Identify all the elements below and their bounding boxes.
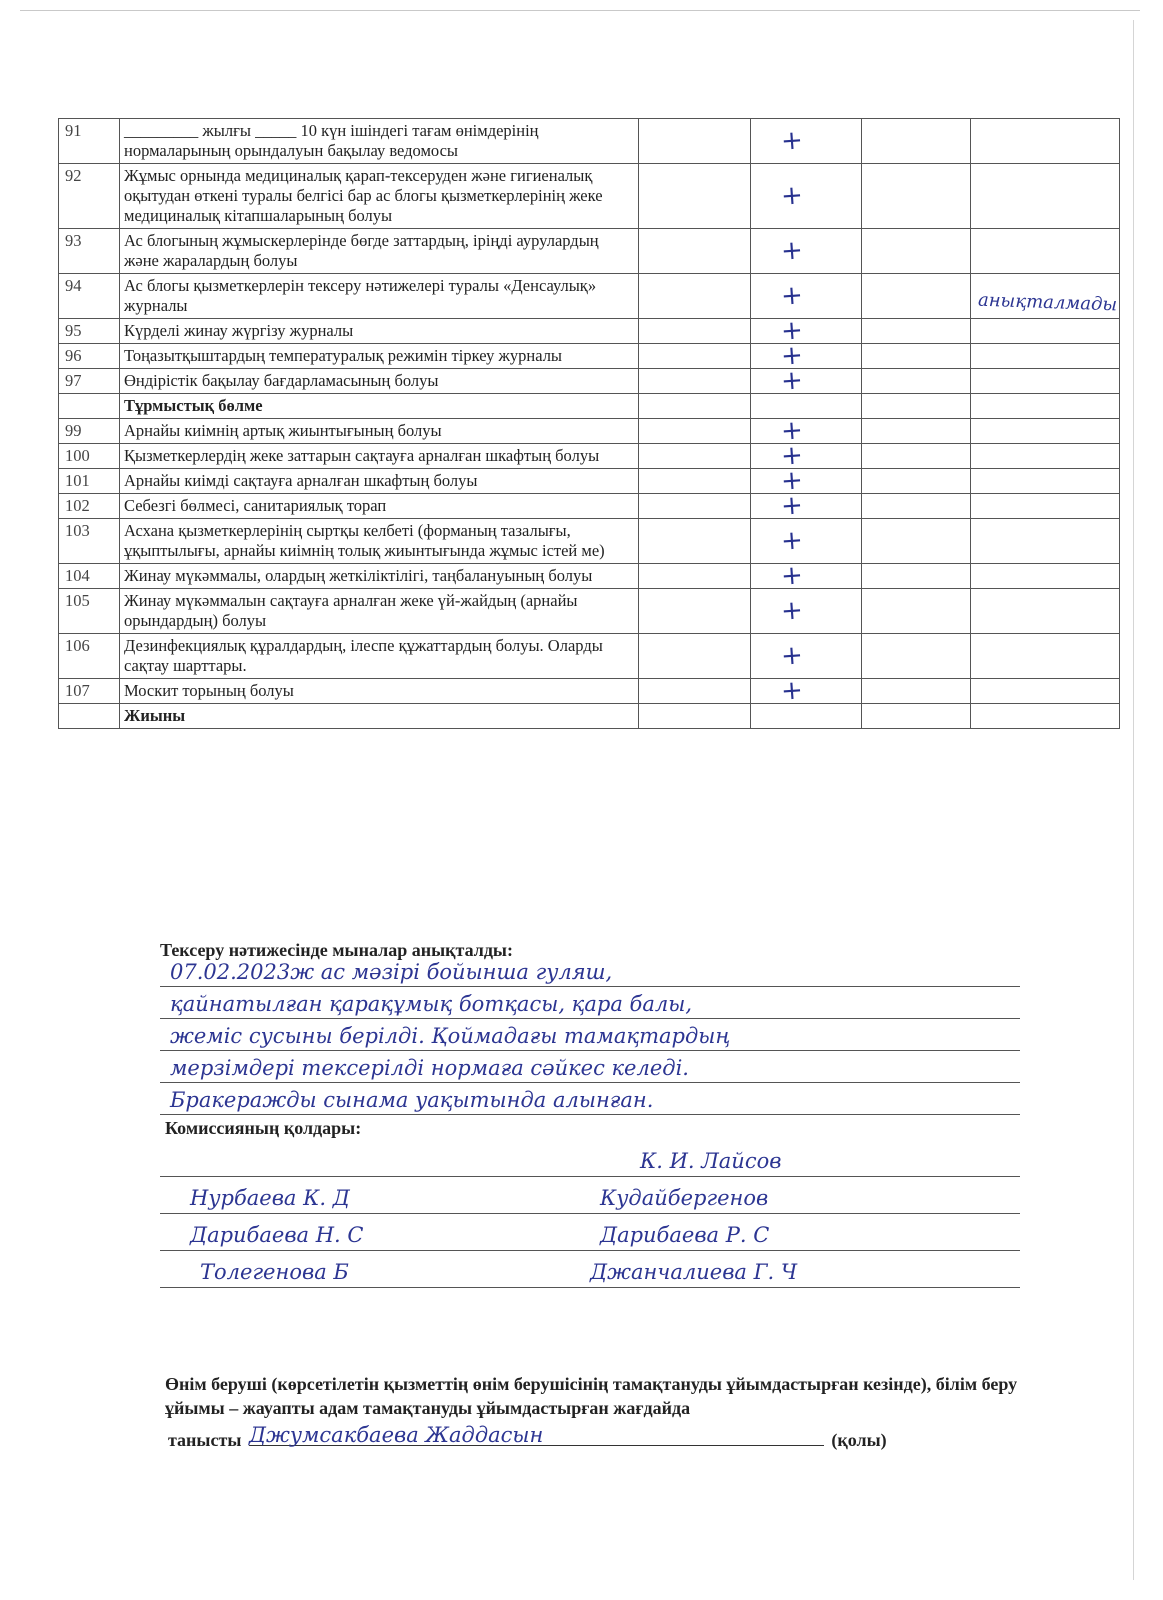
cell-mark xyxy=(751,490,862,522)
row-number: 99 xyxy=(59,419,120,444)
cell-empty xyxy=(862,634,971,679)
ack-label: танысты xyxy=(168,1430,242,1450)
plus-mark: + xyxy=(779,315,804,347)
cell-empty xyxy=(639,394,751,419)
cell-empty xyxy=(862,589,971,634)
plus-mark: + xyxy=(779,180,804,212)
cell-mark xyxy=(751,519,862,564)
cell-empty xyxy=(862,564,971,589)
checklist-row xyxy=(59,344,1120,369)
cell-mark xyxy=(751,340,862,372)
findings-line: Бракеражды сынама уақытында алынған. xyxy=(160,1083,1020,1115)
cell-empty xyxy=(862,469,971,494)
sign-label: (қолы) xyxy=(831,1430,887,1450)
cell-note xyxy=(971,589,1120,634)
checklist-row xyxy=(59,274,1120,319)
cell-empty xyxy=(862,344,971,369)
row-number: 101 xyxy=(59,469,120,494)
row-number: 91 xyxy=(59,119,120,164)
cell-empty xyxy=(639,274,751,319)
row-text: Қызметкерлердің жеке заттарын сақтауға арналған шкафтың болуы xyxy=(120,444,639,469)
row-number: 94 xyxy=(59,274,120,319)
signature-right: Дарибаева Р. С xyxy=(600,1223,770,1247)
checklist-table xyxy=(58,118,1120,729)
cell-note xyxy=(971,319,1120,344)
row-text: Москит торының болуы xyxy=(120,679,639,704)
row-number: 102 xyxy=(59,494,120,519)
cell-note xyxy=(971,444,1120,469)
row-number: 97 xyxy=(59,369,120,394)
cell-empty xyxy=(639,679,751,704)
row-text: Өндірістік бақылау бағдарламасының болуы xyxy=(120,369,639,394)
plus-mark: + xyxy=(779,440,804,472)
row-text: Себезгі бөлмесі, санитариялық торап xyxy=(120,494,639,519)
checklist-row xyxy=(59,369,1120,394)
section-row xyxy=(59,704,1120,729)
findings-line: мерзімдері тексерілді нормаға сәйкес келеді. xyxy=(160,1051,1020,1083)
cell-note xyxy=(971,704,1120,729)
row-number: 92 xyxy=(59,164,120,229)
cell-empty xyxy=(639,564,751,589)
plus-mark: + xyxy=(779,235,804,267)
signature-right: Кудайбергенов xyxy=(600,1186,769,1210)
cell-mark xyxy=(751,634,862,679)
cell-empty xyxy=(639,444,751,469)
signature-left: Нурбаева К. Д xyxy=(190,1186,350,1210)
cell-mark xyxy=(751,704,862,729)
cell-note xyxy=(971,119,1120,164)
cell-note xyxy=(971,634,1120,679)
signature-right: К. И. Лайсов xyxy=(640,1149,782,1173)
plus-mark: + xyxy=(779,525,804,557)
cell-empty xyxy=(862,704,971,729)
checklist-row xyxy=(59,444,1120,469)
plus-mark: + xyxy=(779,640,804,672)
cell-empty xyxy=(639,419,751,444)
cell-empty xyxy=(862,444,971,469)
findings-label: Тексеру нәтижесінде мыналар анықталды: xyxy=(160,940,513,960)
cell-empty xyxy=(639,369,751,394)
row-text: Жұмыс орнында медициналық қарап-тексеруден және гигиеналық оқытудан өткені туралы белгісі бар ас блогы қызметкерлерінің жеке медициналық кітапшаларының болуы xyxy=(120,164,639,229)
cell-note xyxy=(971,394,1120,419)
findings-line: 07.02.2023ж ас мәзірі бойынша гуляш, xyxy=(160,955,1020,987)
handwritten-note: анықталмады xyxy=(977,289,1118,316)
cell-mark xyxy=(751,440,862,472)
cell-mark xyxy=(751,119,862,164)
plus-mark: + xyxy=(779,465,804,497)
row-number: 103 xyxy=(59,519,120,564)
checklist-row xyxy=(59,319,1120,344)
signature-left: Дарибаева Н. С xyxy=(190,1223,364,1247)
cell-empty xyxy=(862,164,971,229)
cell-mark xyxy=(751,465,862,497)
cell-mark xyxy=(751,315,862,347)
row-text: Жинау мүкәммалын сақтауға арналған жеке үй-жайдың (арнайы орындардың) болуы xyxy=(120,589,639,634)
cell-empty xyxy=(862,229,971,274)
row-number: 100 xyxy=(59,444,120,469)
plus-mark: + xyxy=(779,675,804,707)
cell-mark xyxy=(751,164,862,229)
row-text: Асхана қызметкерлерінің сыртқы келбеті (форманың тазалығы, ұқыптылығы, арнайы киімнің толық жиынтығында жұмыс істей ме) xyxy=(120,519,639,564)
row-text: Арнайы киімнің артық жиынтығының болуы xyxy=(120,419,639,444)
cell-mark xyxy=(751,229,862,274)
cell-empty xyxy=(862,274,971,319)
plus-mark: + xyxy=(779,490,804,522)
signature-lines xyxy=(160,1140,1020,1288)
row-number: 95 xyxy=(59,319,120,344)
cell-note xyxy=(971,469,1120,494)
cell-empty xyxy=(639,704,751,729)
row-text: Жинау мүкәммалы, олардың жеткіліктілігі, таңбалануының болуы xyxy=(120,564,639,589)
cell-empty xyxy=(862,319,971,344)
cell-empty xyxy=(862,679,971,704)
findings-line: қайнатылған қарақұмық ботқасы, қара балы, xyxy=(160,987,1020,1019)
cell-empty xyxy=(639,319,751,344)
cell-empty xyxy=(862,119,971,164)
row-text: Жиыны xyxy=(120,704,639,729)
row-text: Арнайы киімді сақтауға арналған шкафтың болуы xyxy=(120,469,639,494)
plus-mark: + xyxy=(779,595,804,627)
cell-note xyxy=(971,369,1120,394)
plus-mark: + xyxy=(779,415,804,447)
cell-empty xyxy=(862,369,971,394)
row-text: Ас блогының жұмыскерлерінде бөгде заттардың, іріңді аурулардың және жаралардың болуы xyxy=(120,229,639,274)
scan-right-edge xyxy=(1133,20,1134,1580)
row-number: 93 xyxy=(59,229,120,274)
cell-empty xyxy=(639,469,751,494)
cell-note xyxy=(971,229,1120,274)
cell-mark xyxy=(751,675,862,707)
checklist-row xyxy=(59,634,1120,679)
cell-empty xyxy=(639,519,751,564)
row-text: Дезинфекциялық құралдардың, ілеспе құжаттардың болуы. Оларды сақтау шарттары. xyxy=(120,634,639,679)
plus-mark: + xyxy=(779,280,804,312)
row-text: _________ жылғы _____ 10 күн ішіндегі тағам өнімдерінің нормаларының орындалуын бақылау ведомосы xyxy=(120,119,639,164)
cell-empty xyxy=(639,164,751,229)
findings-line: жеміс сусыны берілді. Қоймадағы тамақтардың xyxy=(160,1019,1020,1051)
row-number: 105 xyxy=(59,589,120,634)
section-row xyxy=(59,394,1120,419)
row-number: 96 xyxy=(59,344,120,369)
checklist-row xyxy=(59,419,1120,444)
cell-mark xyxy=(751,365,862,397)
checklist-row xyxy=(59,469,1120,494)
plus-mark: + xyxy=(779,340,804,372)
plus-mark: + xyxy=(779,125,804,157)
row-text: Күрделі жинау жүргізу журналы xyxy=(120,319,639,344)
cell-note xyxy=(971,519,1120,564)
cell-note xyxy=(971,494,1120,519)
cell-empty xyxy=(862,394,971,419)
row-number xyxy=(59,394,120,419)
acknowledgement-row xyxy=(168,1425,887,1452)
cell-note xyxy=(971,679,1120,704)
checklist-row xyxy=(59,589,1120,634)
row-number: 104 xyxy=(59,564,120,589)
cell-mark xyxy=(751,415,862,447)
signature-line xyxy=(160,1140,1020,1177)
scan-top-edge xyxy=(20,10,1140,11)
cell-mark xyxy=(751,394,862,419)
row-text: Тоңазытқыштардың температуралық режимін тіркеу журналы xyxy=(120,344,639,369)
cell-empty xyxy=(639,634,751,679)
cell-note xyxy=(971,344,1120,369)
signature-line xyxy=(160,1214,1020,1251)
provider-text: Өнім беруші (көрсетілетін қызметтің өнім берушісінің тамақтануды ұйымдастырған кезінде), білім беру ұйымы – жауапты адам тамақтануды ұйымдастырған жағдайда xyxy=(165,1374,1018,1418)
cell-note xyxy=(971,564,1120,589)
row-number: 107 xyxy=(59,679,120,704)
cell-empty xyxy=(862,519,971,564)
cell-mark xyxy=(751,274,862,319)
row-text: Тұрмыстық бөлме xyxy=(120,394,639,419)
cell-empty xyxy=(639,229,751,274)
cell-mark xyxy=(751,589,862,634)
checklist-row xyxy=(59,164,1120,229)
row-text: Ас блогы қызметкерлерін тексеру нәтижелері туралы «Денсаулық» журналы xyxy=(120,274,639,319)
checklist-row xyxy=(59,519,1120,564)
ack-signature-line xyxy=(249,1425,824,1446)
checklist-row xyxy=(59,494,1120,519)
row-number: 106 xyxy=(59,634,120,679)
commission-label: Комиссияның қолдары: xyxy=(165,1118,362,1138)
ack-name: Джумсакбаева Жаддасын xyxy=(248,1423,544,1447)
cell-empty xyxy=(862,419,971,444)
signature-right: Джанчалиева Г. Ч xyxy=(590,1260,798,1284)
checklist-row xyxy=(59,229,1120,274)
cell-empty xyxy=(639,589,751,634)
row-number xyxy=(59,704,120,729)
signature-line xyxy=(160,1177,1020,1214)
cell-mark xyxy=(751,560,862,592)
cell-note xyxy=(971,419,1120,444)
signature-left: Толегенова Б xyxy=(200,1260,349,1284)
findings-lines xyxy=(160,955,1020,1115)
cell-empty xyxy=(639,494,751,519)
plus-mark: + xyxy=(779,560,804,592)
cell-empty xyxy=(862,494,971,519)
checklist-row xyxy=(59,564,1120,589)
cell-empty xyxy=(639,119,751,164)
plus-mark: + xyxy=(779,365,804,397)
signature-line xyxy=(160,1251,1020,1288)
cell-empty xyxy=(639,344,751,369)
checklist-row xyxy=(59,119,1120,164)
cell-note xyxy=(971,164,1120,229)
checklist-row xyxy=(59,679,1120,704)
